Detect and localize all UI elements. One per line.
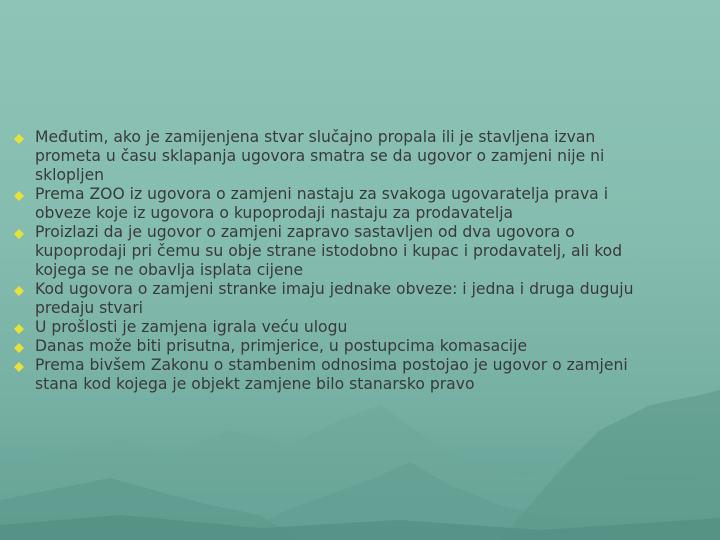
list-item (14, 223, 664, 280)
diamond-bullet-icon (14, 134, 24, 144)
diamond-bullet-icon (14, 229, 24, 239)
diamond-bullet-icon (14, 343, 24, 353)
bullet-text: Međutim, ako je zamijenjena stvar slučajno propala ili je stavljena izvan prometa u času sklapanja ugovora smatra se da ugovor o zamjeni nije ni sklopljen (35, 128, 605, 184)
bullet-list (14, 128, 664, 394)
bullet-text: U prošlosti je zamjena igrala veću ulogu (35, 318, 348, 336)
bullet-text: Danas može biti prisutna, primjerice, u postupcima komasacije (35, 337, 528, 355)
list-item (14, 356, 664, 394)
bullet-text: Kod ugovora o zamjeni stranke imaju jednake obveze: i jedna i druga duguju predaju stvari (35, 280, 634, 317)
bullet-text: Proizlazi da je ugovor o zamjeni zapravo sastavljen od dva ugovora o kupoprodaji pri čemu su obje strane istodobno i kupac i prodavatelj, ali kod kojega se ne obavlja isplata cijene (35, 223, 623, 279)
list-item (14, 185, 664, 223)
diamond-bullet-icon (14, 362, 24, 372)
bullet-text: Prema bivšem Zakonu o stambenim odnosima postojao je ugovor o zamjeni stana kod kojega je objekt zamjene bilo stanarsko pravo (35, 356, 628, 393)
diamond-bullet-icon (14, 286, 24, 296)
list-item (14, 318, 664, 337)
list-item (14, 280, 664, 318)
diamond-bullet-icon (14, 324, 24, 334)
list-item (14, 128, 664, 185)
bullet-text: Prema ZOO iz ugovora o zamjeni nastaju za svakoga ugovaratelja prava i obveze koje iz ugovora o kupoprodaji nastaju za prodavatelja (35, 185, 609, 222)
list-item (14, 337, 664, 356)
diamond-bullet-icon (14, 191, 24, 201)
